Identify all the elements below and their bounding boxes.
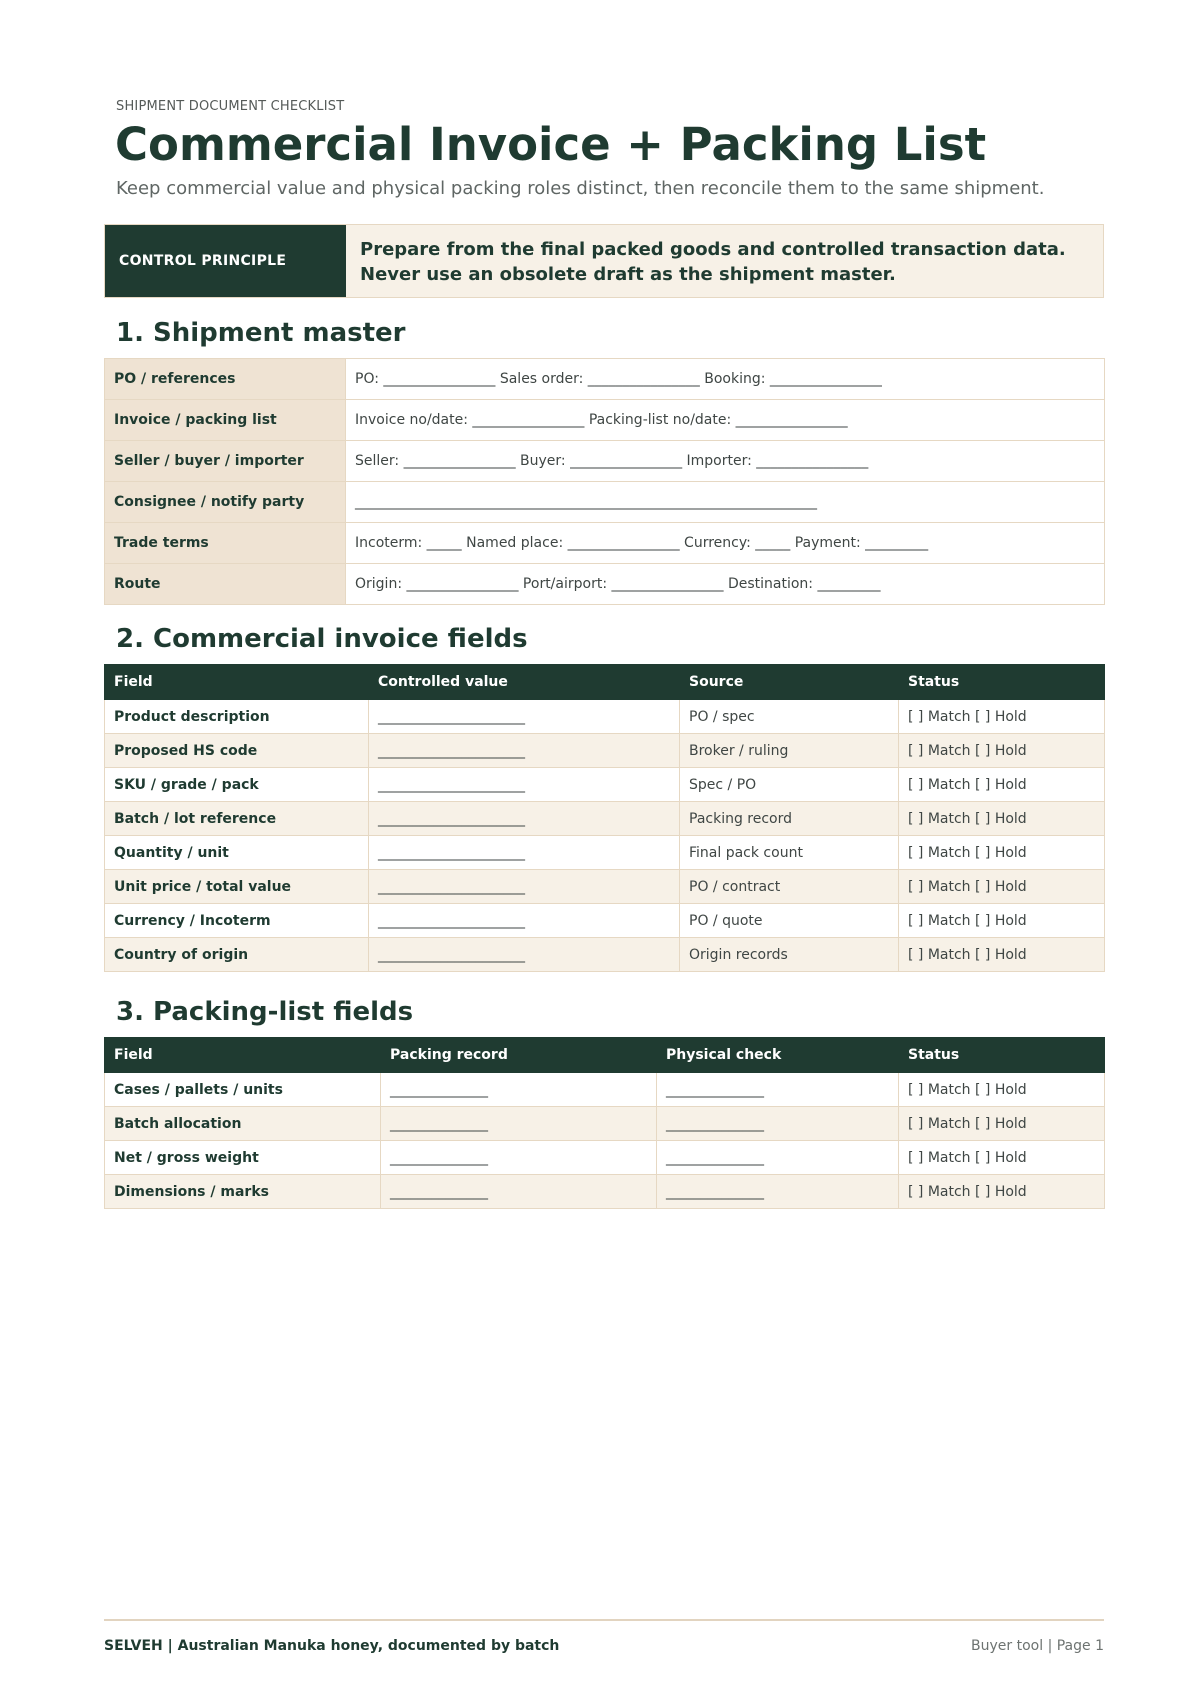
table-row — [105, 1107, 1105, 1141]
controlled-value-field[interactable]: _____________________ — [369, 802, 680, 836]
source-cell: PO / contract — [680, 870, 899, 904]
table-row — [105, 1073, 1105, 1107]
table-row — [105, 564, 1105, 605]
field-name: Net / gross weight — [105, 1141, 381, 1175]
master-value-field[interactable]: Origin: ________________ Port/airport: ________________ Destination: _________ — [346, 564, 1105, 605]
controlled-value-field[interactable]: _____________________ — [369, 700, 680, 734]
table-row — [105, 938, 1105, 972]
table-row — [105, 523, 1105, 564]
column-header: Field — [105, 665, 369, 700]
page-title: Commercial Invoice + Packing List — [115, 118, 987, 171]
table-row — [105, 1175, 1105, 1209]
source-cell: Final pack count — [680, 836, 899, 870]
control-principle-line-1: Prepare from the final packed goods and controlled transaction data. — [360, 239, 1066, 260]
status-checkboxes[interactable]: [ ] Match [ ] Hold — [899, 870, 1105, 904]
page-subtitle: Keep commercial value and physical packing roles distinct, then reconcile them to the same shipment. — [116, 178, 1045, 199]
control-principle-line-2: Never use an obsolete draft as the shipment master. — [360, 264, 896, 285]
control-principle-box — [104, 224, 1104, 298]
master-value-field[interactable]: __________________________________________________________________ — [346, 482, 1105, 523]
field-name: Dimensions / marks — [105, 1175, 381, 1209]
control-principle-label: CONTROL PRINCIPLE — [105, 225, 346, 297]
footer-divider — [104, 1619, 1104, 1621]
status-checkboxes[interactable]: [ ] Match [ ] Hold — [899, 734, 1105, 768]
status-checkboxes[interactable]: [ ] Match [ ] Hold — [899, 700, 1105, 734]
source-cell: PO / spec — [680, 700, 899, 734]
invoice-fields-table — [104, 664, 1105, 972]
packing-record-field[interactable]: ______________ — [381, 1073, 657, 1107]
column-header: Physical check — [657, 1038, 899, 1073]
master-label: Route — [105, 564, 346, 605]
source-cell: PO / quote — [680, 904, 899, 938]
packing-record-field[interactable]: ______________ — [381, 1107, 657, 1141]
column-header: Status — [899, 1038, 1105, 1073]
table-row — [105, 836, 1105, 870]
field-name: Proposed HS code — [105, 734, 369, 768]
physical-check-field[interactable]: ______________ — [657, 1107, 899, 1141]
field-name: SKU / grade / pack — [105, 768, 369, 802]
table-row — [105, 1141, 1105, 1175]
column-header: Controlled value — [369, 665, 680, 700]
table-row — [105, 441, 1105, 482]
packing-fields-table — [104, 1037, 1105, 1209]
table-row — [105, 904, 1105, 938]
master-label: Trade terms — [105, 523, 346, 564]
column-header: Packing record — [381, 1038, 657, 1073]
status-checkboxes[interactable]: [ ] Match [ ] Hold — [899, 1141, 1105, 1175]
controlled-value-field[interactable]: _____________________ — [369, 768, 680, 802]
field-name: Cases / pallets / units — [105, 1073, 381, 1107]
table-row — [105, 400, 1105, 441]
section-packing-fields-title: 3. Packing-list fields — [116, 997, 414, 1027]
master-label: Seller / buyer / importer — [105, 441, 346, 482]
field-name: Batch allocation — [105, 1107, 381, 1141]
source-cell: Broker / ruling — [680, 734, 899, 768]
source-cell: Packing record — [680, 802, 899, 836]
section-shipment-master-title: 1. Shipment master — [116, 318, 406, 348]
shipment-master-table — [104, 358, 1105, 605]
footer-page-info: Buyer tool | Page 1 — [971, 1638, 1104, 1654]
master-label: Invoice / packing list — [105, 400, 346, 441]
master-value-field[interactable]: Seller: ________________ Buyer: ________________ Importer: ________________ — [346, 441, 1105, 482]
table-row — [105, 802, 1105, 836]
table-row — [105, 700, 1105, 734]
table-row — [105, 768, 1105, 802]
status-checkboxes[interactable]: [ ] Match [ ] Hold — [899, 1107, 1105, 1141]
document-eyebrow: SHIPMENT DOCUMENT CHECKLIST — [116, 99, 345, 114]
table-row — [105, 870, 1105, 904]
controlled-value-field[interactable]: _____________________ — [369, 938, 680, 972]
status-checkboxes[interactable]: [ ] Match [ ] Hold — [899, 768, 1105, 802]
column-header: Source — [680, 665, 899, 700]
controlled-value-field[interactable]: _____________________ — [369, 734, 680, 768]
source-cell: Origin records — [680, 938, 899, 972]
field-name: Product description — [105, 700, 369, 734]
physical-check-field[interactable]: ______________ — [657, 1073, 899, 1107]
table-header-row — [105, 1038, 1105, 1073]
status-checkboxes[interactable]: [ ] Match [ ] Hold — [899, 904, 1105, 938]
packing-record-field[interactable]: ______________ — [381, 1141, 657, 1175]
table-row — [105, 734, 1105, 768]
field-name: Unit price / total value — [105, 870, 369, 904]
controlled-value-field[interactable]: _____________________ — [369, 870, 680, 904]
status-checkboxes[interactable]: [ ] Match [ ] Hold — [899, 1175, 1105, 1209]
physical-check-field[interactable]: ______________ — [657, 1141, 899, 1175]
master-value-field[interactable]: Invoice no/date: ________________ Packing-list no/date: ________________ — [346, 400, 1105, 441]
master-label: PO / references — [105, 359, 346, 400]
field-name: Quantity / unit — [105, 836, 369, 870]
controlled-value-field[interactable]: _____________________ — [369, 904, 680, 938]
table-header-row — [105, 665, 1105, 700]
column-header: Field — [105, 1038, 381, 1073]
master-value-field[interactable]: PO: ________________ Sales order: ________________ Booking: ________________ — [346, 359, 1105, 400]
section-invoice-fields-title: 2. Commercial invoice fields — [116, 624, 528, 654]
column-header: Status — [899, 665, 1105, 700]
table-row — [105, 482, 1105, 523]
table-row — [105, 359, 1105, 400]
master-value-field[interactable]: Incoterm: _____ Named place: ________________ Currency: _____ Payment: _________ — [346, 523, 1105, 564]
status-checkboxes[interactable]: [ ] Match [ ] Hold — [899, 1073, 1105, 1107]
control-principle-text — [346, 225, 1103, 297]
field-name: Currency / Incoterm — [105, 904, 369, 938]
physical-check-field[interactable]: ______________ — [657, 1175, 899, 1209]
status-checkboxes[interactable]: [ ] Match [ ] Hold — [899, 836, 1105, 870]
status-checkboxes[interactable]: [ ] Match [ ] Hold — [899, 802, 1105, 836]
field-name: Batch / lot reference — [105, 802, 369, 836]
source-cell: Spec / PO — [680, 768, 899, 802]
master-label: Consignee / notify party — [105, 482, 346, 523]
footer-brand: SELVEH | Australian Manuka honey, documented by batch — [104, 1638, 560, 1654]
status-checkboxes[interactable]: [ ] Match [ ] Hold — [899, 938, 1105, 972]
packing-record-field[interactable]: ______________ — [381, 1175, 657, 1209]
field-name: Country of origin — [105, 938, 369, 972]
controlled-value-field[interactable]: _____________________ — [369, 836, 680, 870]
